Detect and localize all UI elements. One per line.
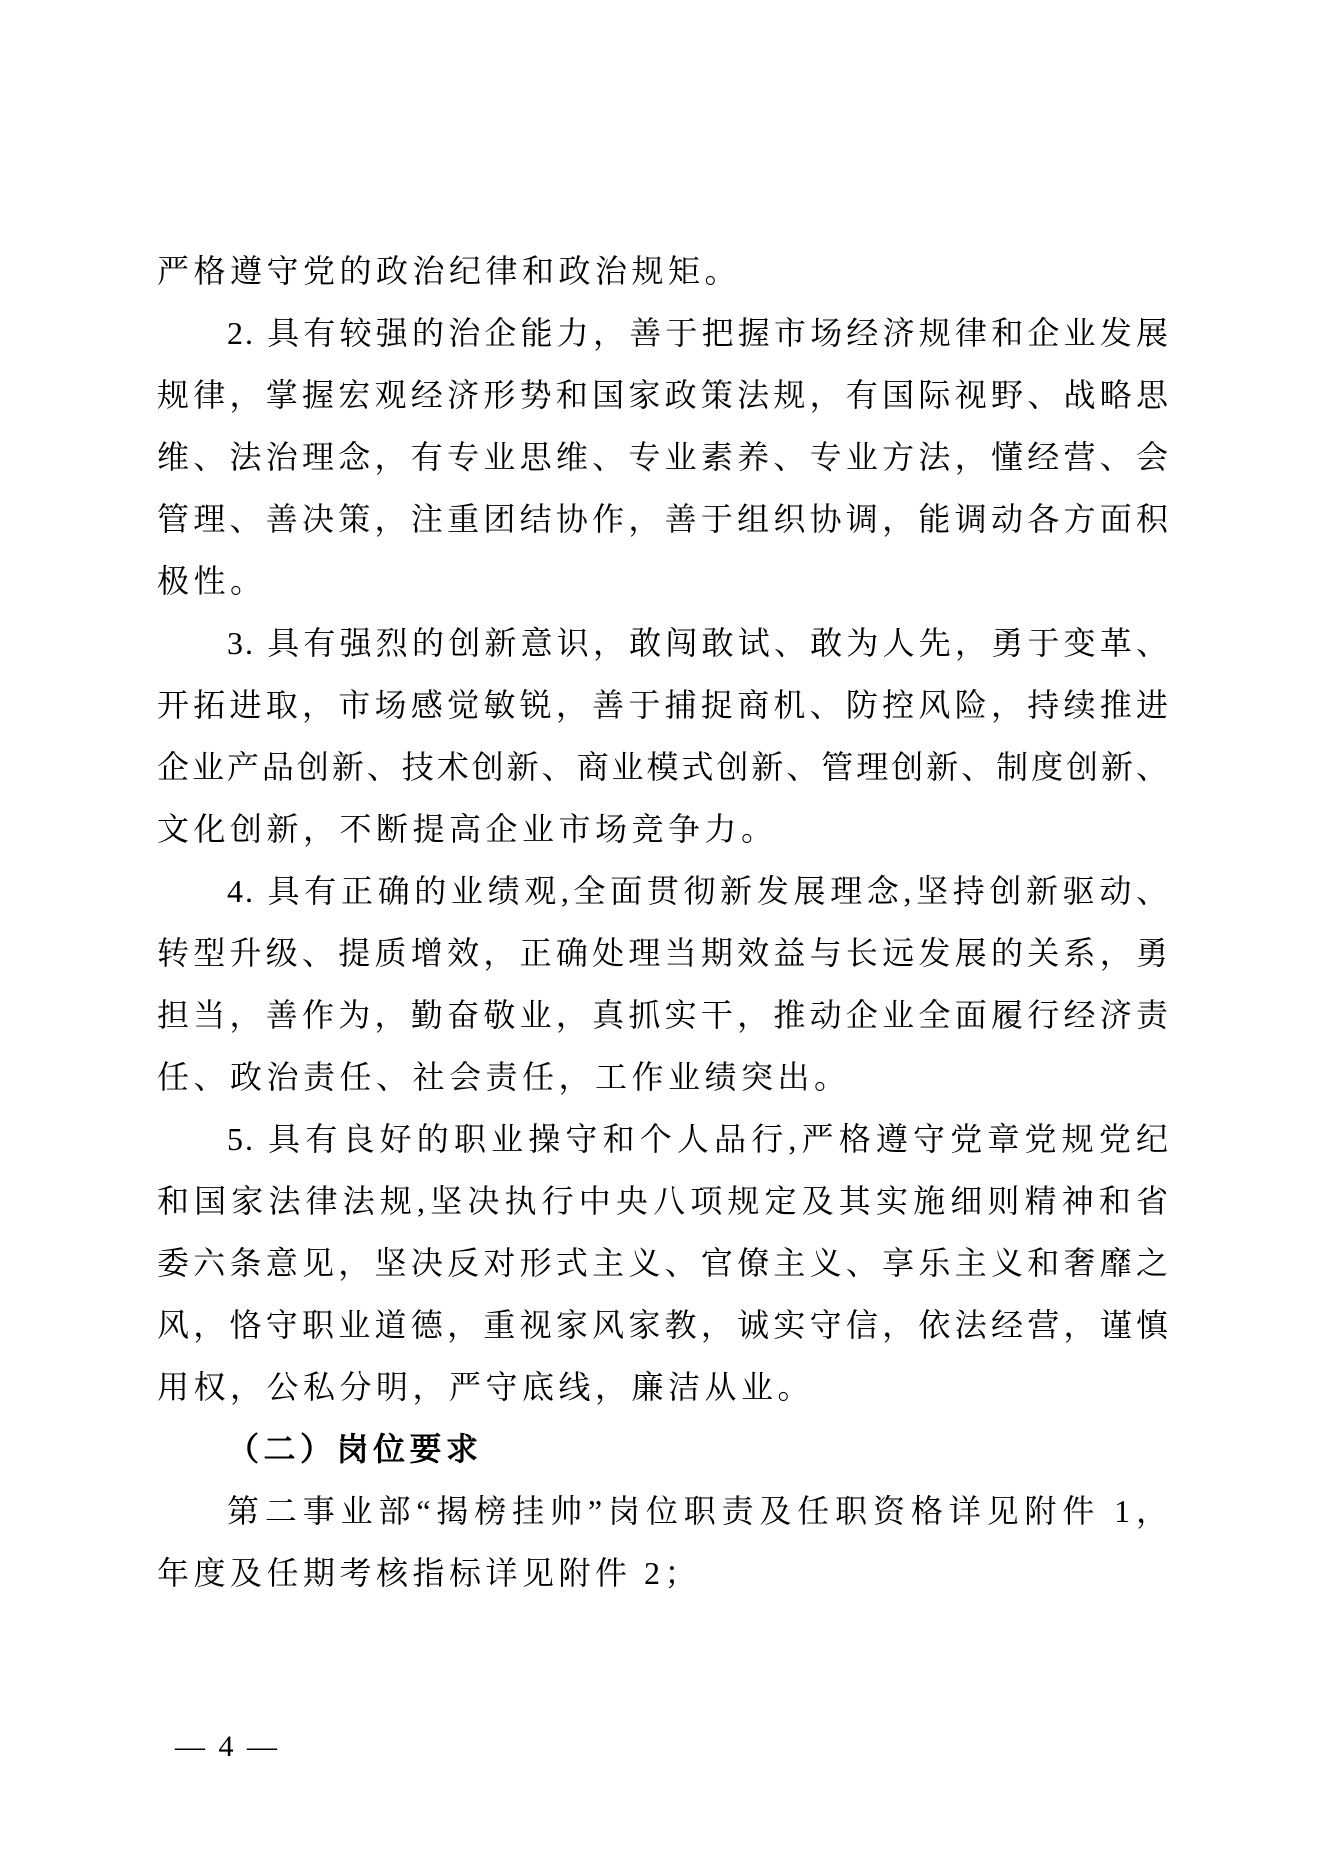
item-4-line: 任、政治责任、社会责任，工作业绩突出。: [157, 1059, 851, 1095]
item-5-line: 5. 具有良好的职业操守和个人品行,严格遵守党章党规党纪: [227, 1121, 1170, 1157]
item-2-line: 维、法治理念，有专业思维、专业素养、专业方法，懂经营、会: [157, 439, 1170, 475]
item-3-line: 企业产品创新、技术创新、商业模式创新、管理创新、制度创新、: [157, 749, 1170, 785]
section-heading-post-requirements-line: （二）岗位要求: [227, 1431, 483, 1467]
item-5-line: 委六条意见，坚决反对形式主义、官僚主义、享乐主义和奢靡之: [157, 1245, 1170, 1281]
item-2-line: 规律，掌握宏观经济形势和国家政策法规，有国际视野、战略思: [157, 377, 1170, 413]
item-3-line: 3. 具有强烈的创新意识，敢闯敢试、敢为人先，勇于变革、: [227, 625, 1170, 661]
item-2-line: 极性。: [157, 563, 267, 599]
page-number: — 4 —: [175, 1730, 280, 1763]
item-4-line: 担当，善作为，勤奋敬业，真抓实干，推动企业全面履行经济责: [157, 997, 1170, 1033]
continuation-paragraph-line: 严格遵守党的政治纪律和政治规矩。: [157, 253, 742, 289]
item-3-line: 开拓进取，市场感觉敏锐，善于捕捉商机、防控风险，持续推进: [157, 687, 1170, 723]
attachment-note-line: 年度及任期考核指标详见附件 2；: [157, 1555, 702, 1591]
item-3-line: 文化创新，不断提高企业市场竞争力。: [157, 811, 778, 847]
item-5-line: 用权，公私分明，严守底线，廉洁从业。: [157, 1369, 815, 1405]
item-4-line: 转型升级、提质增效，正确处理当期效益与长远发展的关系，勇: [157, 935, 1170, 971]
item-5-line: 和国家法律法规,坚决执行中央八项规定及其实施细则精神和省: [157, 1183, 1170, 1219]
item-2-line: 管理、善决策，注重团结协作，善于组织协调，能调动各方面积: [157, 501, 1170, 537]
item-2-line: 2. 具有较强的治企能力，善于把握市场经济规律和企业发展: [227, 315, 1170, 351]
item-5-line: 风，恪守职业道德，重视家风家教，诚实守信，依法经营，谨慎: [157, 1307, 1170, 1343]
item-4-line: 4. 具有正确的业绩观,全面贯彻新发展理念,坚持创新驱动、: [227, 873, 1170, 909]
document-body: [157, 240, 1170, 1604]
attachment-note-line: 第二事业部“揭榜挂帅”岗位职责及任职资格详见附件 1，: [227, 1493, 1170, 1529]
